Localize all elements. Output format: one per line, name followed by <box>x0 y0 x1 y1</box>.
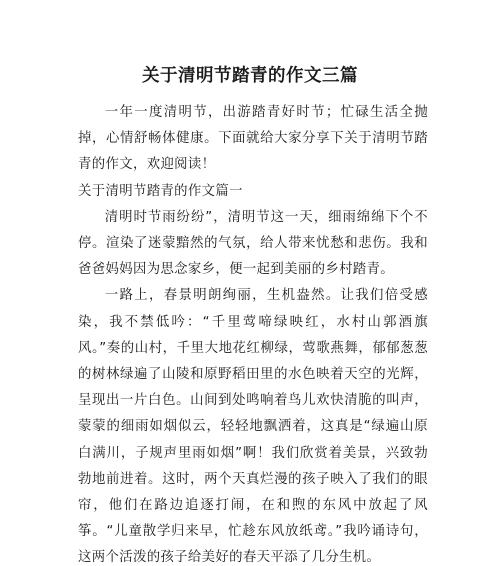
body-paragraph-1: 清明时节雨纷纷”，清明节这一天，细雨绵绵下个不停。渲染了迷蒙黯然的气氛，给人带来忧愁和悲伤。我和爸爸妈妈因为思念家乡，便一起到美丽的乡村踏青。 <box>78 209 428 278</box>
intro-paragraph: 一年一度清明节，出游踏青好时节；忙碌生活全抛掉，心情舒畅体健康。下面就给大家分享下关于清明节踏青的作文，欢迎阅读！ <box>78 105 428 173</box>
section-heading: 关于清明节踏青的作文篇一 <box>78 183 243 199</box>
body-paragraph-2: 一路上，春景明朗绚丽，生机盎然。让我们倍受感染，我不禁低吟：“千里莺啼绿映红，水村山郭酒旗风。”奏的山村，千里大地花红柳绿，莺歌燕舞，郁郁葱葱的树林绿遍了山陵和原野稻田里的水色映着天空的光辉，呈现出一片白色。山间到处鸣响着鸟儿欢快清脆的叫声，蒙蒙的细雨如烟似云，轻轻地飘洒着，这真是“绿遍山原白满川，子规声里雨如烟”啊！我们欣赏着美景，兴致勃勃地前进着。这时，两个天真烂漫的孩子映入了我们的眼帘，他们在路边追逐打闹，在和煦的东风中放起了风筝。“儿童散学归来早，忙趁东风放纸鸢。”我吟诵诗句，这两个活泼的孩子给美好的春天平添了几分生机。 <box>78 288 428 566</box>
article-title: 关于清明节踏青的作文三篇 <box>142 66 358 86</box>
article-body <box>78 100 428 566</box>
